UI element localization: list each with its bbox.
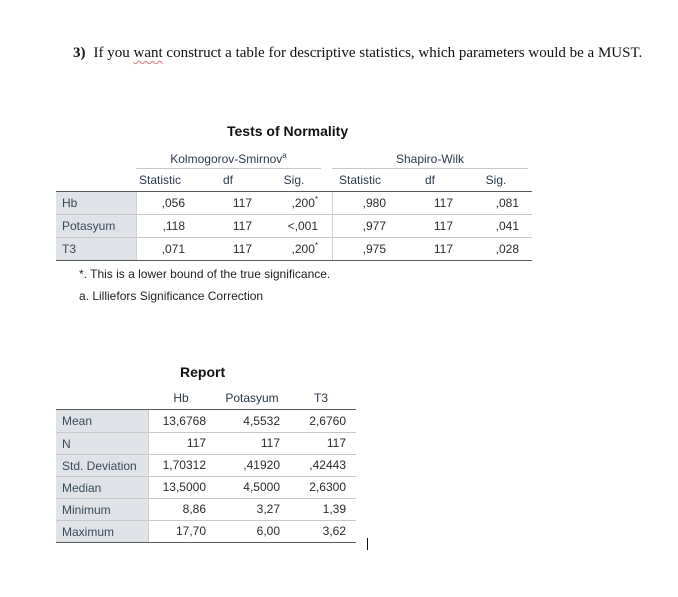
cell: 17,70	[175, 524, 206, 538]
col-header-sw-statistic: Statistic	[338, 173, 381, 187]
cell: 117	[433, 242, 453, 256]
cell: ,056	[161, 196, 185, 210]
cell: ,028	[495, 242, 519, 256]
cell: 117	[232, 242, 252, 256]
cell: 117	[232, 196, 252, 210]
footnote-lilliefors: a. Lilliefors Significance Correction	[79, 289, 264, 303]
normality-group-divider	[332, 192, 333, 261]
normality-bottom-rule	[56, 260, 532, 261]
cell-value: <,001	[287, 219, 318, 233]
row-label-mean: Mean	[56, 410, 148, 432]
sw-group-header: Shapiro-Wilk	[395, 152, 464, 166]
cell-sig	[262, 192, 318, 214]
cell: ,977	[362, 219, 386, 233]
cell: 2,6760	[309, 414, 346, 428]
normality-title: Tests of Normality	[227, 123, 349, 139]
question-text[interactable]	[73, 45, 642, 62]
cell: ,041	[495, 219, 519, 233]
cell: 3,62	[322, 524, 346, 538]
row-label-minimum: Minimum	[56, 499, 148, 520]
col-header-sw-df: df	[424, 173, 435, 187]
cell-sup: *	[314, 195, 318, 204]
report-bottom-rule	[56, 542, 356, 543]
ks-group-sup: a	[282, 151, 287, 160]
question-number: 3)	[73, 45, 86, 61]
cell: 13,6768	[162, 414, 206, 428]
row-label-maximum: Maximum	[56, 521, 148, 542]
sw-group-rule	[332, 168, 528, 169]
report-title: Report	[180, 364, 226, 380]
row-label-potasyum: Potasyum	[56, 215, 136, 237]
ks-group-label: Kolmogorov-Smirnov	[170, 152, 283, 166]
row-label-n: N	[56, 433, 148, 454]
cell: 117	[433, 219, 453, 233]
cell: 13,5000	[162, 480, 206, 494]
cell: 117	[260, 436, 280, 450]
footnote-significance: *. This is a lower bound of the true significance.	[79, 267, 331, 281]
cell: 4,5532	[243, 414, 280, 428]
cell: 117	[326, 436, 346, 450]
cell: ,42443	[309, 458, 346, 472]
row-label-hb: Hb	[56, 192, 136, 214]
row-label-t3: T3	[56, 238, 136, 260]
row-label-median: Median	[56, 477, 148, 498]
cell: 3,27	[256, 502, 280, 516]
text-cursor	[367, 538, 368, 550]
cell-value: ,200	[291, 242, 315, 256]
cell: ,071	[161, 242, 185, 256]
cell: ,081	[495, 196, 519, 210]
col-header-potasyum: Potasyum	[225, 391, 279, 405]
col-header-t3: T3	[313, 391, 328, 405]
col-header-ks-statistic: Statistic	[138, 173, 181, 187]
ks-group-rule	[136, 168, 321, 169]
col-header-ks-sig: Sig.	[283, 173, 305, 187]
ks-group-header	[136, 152, 321, 166]
question-text-after: construct a table for descriptive statistics, which parameters would be a MUST.	[162, 45, 643, 61]
cell: ,975	[362, 242, 386, 256]
col-header-ks-df: df	[222, 173, 233, 187]
col-header-hb: Hb	[173, 391, 189, 405]
cell: 2,6300	[309, 480, 346, 494]
cell: 8,86	[182, 502, 206, 516]
cell-sup: *	[314, 241, 318, 250]
cell: 1,39	[322, 502, 346, 516]
normality-label-divider	[136, 192, 137, 261]
col-header-sw-sig: Sig.	[485, 173, 507, 187]
cell: 117	[433, 196, 453, 210]
cell-sig	[262, 238, 318, 260]
cell: 4,5000	[243, 480, 280, 494]
spellcheck-word[interactable]: want	[133, 45, 163, 61]
cell-value: ,200	[291, 196, 315, 210]
cell: 1,70312	[162, 458, 206, 472]
cell: 117	[186, 436, 206, 450]
cell: 6,00	[256, 524, 280, 538]
cell: ,118	[162, 219, 185, 233]
cell: ,41920	[243, 458, 280, 472]
cell: 117	[232, 219, 252, 233]
cell: ,980	[362, 196, 386, 210]
cell-sig	[262, 215, 318, 237]
question-text-before: If you	[93, 45, 134, 61]
row-label-std-deviation: Std. Deviation	[56, 455, 148, 476]
